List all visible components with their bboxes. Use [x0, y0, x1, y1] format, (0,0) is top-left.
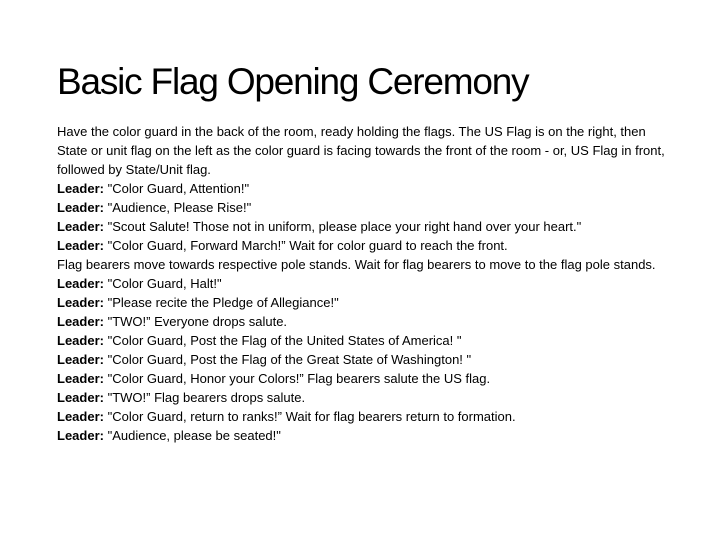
- intro-paragraph: Have the color guard in the back of the room, ready holding the flags. The US Flag is on the right, then State or unit flag on the left as the color guard is facing towards the front of the room - or, US Flag in front, followed by State/Unit flag.: [57, 124, 665, 177]
- leader-line-text: "Please recite the Pledge of Allegiance!": [107, 295, 339, 310]
- leader-line: [57, 426, 667, 445]
- leader-line-text: "Color Guard, Attention!": [107, 181, 250, 196]
- speaker-label: Leader:: [57, 352, 104, 367]
- leader-line-text: "Color Guard, return to ranks!” Wait for flag bearers return to formation.: [107, 409, 516, 424]
- speaker-label: Leader:: [57, 181, 104, 196]
- leader-line-text: "Color Guard, Post the Flag of the Great State of Washington! ": [107, 352, 472, 367]
- leader-line: [57, 179, 667, 198]
- speaker-label: Leader:: [57, 333, 104, 348]
- leader-line-text: "Color Guard, Post the Flag of the United States of America! ": [107, 333, 462, 348]
- leader-line: [57, 198, 667, 217]
- speaker-label: Leader:: [57, 295, 104, 310]
- leader-line: [57, 369, 667, 388]
- leader-line-text: "Audience, Please Rise!": [107, 200, 252, 215]
- speaker-label: Leader:: [57, 238, 104, 253]
- speaker-label: Leader:: [57, 314, 104, 329]
- leader-line-text: "Color Guard, Forward March!” Wait for color guard to reach the front.: [107, 238, 508, 253]
- leader-line-text: "TWO!” Flag bearers drops salute.: [107, 390, 306, 405]
- leader-line-text: "Color Guard, Halt!": [107, 276, 222, 291]
- leader-line: [57, 293, 667, 312]
- leader-line-text: "TWO!” Everyone drops salute.: [107, 314, 288, 329]
- speaker-label: Leader:: [57, 276, 104, 291]
- leader-line: [57, 388, 667, 407]
- speaker-label: Leader:: [57, 409, 104, 424]
- leader-line-text: "Scout Salute! Those not in uniform, please place your right hand over your heart.": [107, 219, 582, 234]
- speaker-label: Leader:: [57, 428, 104, 443]
- leader-line: [57, 331, 667, 350]
- leader-line: [57, 236, 667, 255]
- speaker-label: Leader:: [57, 200, 104, 215]
- speaker-label: Leader:: [57, 371, 104, 386]
- leader-line-text: "Audience, please be seated!": [107, 428, 281, 443]
- speaker-label: Leader:: [57, 390, 104, 405]
- speaker-label: Leader:: [57, 219, 104, 234]
- leader-line: [57, 312, 667, 331]
- leader-line: [57, 274, 667, 293]
- slide-title: Basic Flag Opening Ceremony: [57, 61, 529, 102]
- leader-line: [57, 217, 667, 236]
- leader-line-text: "Color Guard, Honor your Colors!” Flag bearers salute the US flag.: [107, 371, 491, 386]
- slide-body: [57, 122, 667, 445]
- leader-line: [57, 407, 667, 426]
- leader-line: [57, 350, 667, 369]
- flag-bearers-note: Flag bearers move towards respective pole stands. Wait for flag bearers to move to the flag pole stands.: [57, 257, 656, 272]
